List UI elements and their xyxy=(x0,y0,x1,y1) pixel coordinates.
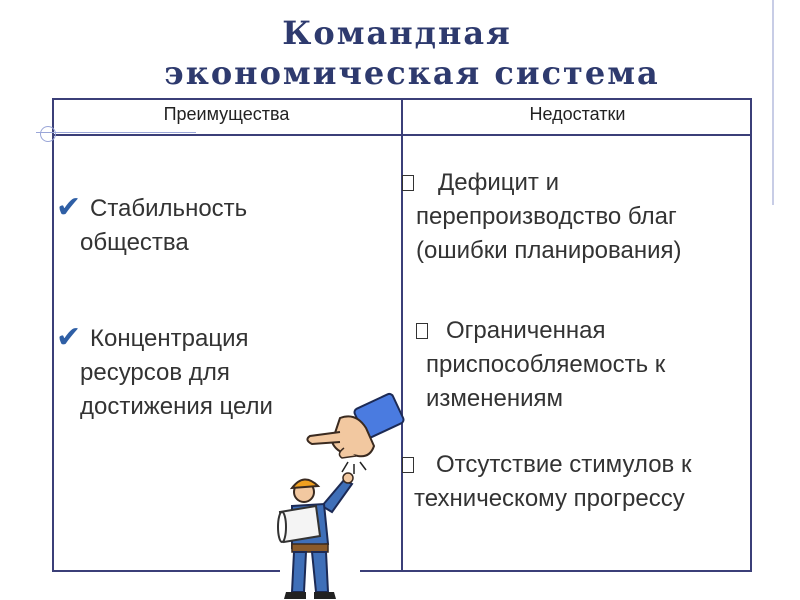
advantage-item: Стабильность общества xyxy=(80,195,248,256)
disadvantage-item: Дефицит и перепроизводство благ (ошибки планирования) xyxy=(416,169,682,264)
slide-title-line2: экономическая система xyxy=(164,54,660,92)
slide-decoration-line xyxy=(36,132,196,133)
slide-title-line1: Командная xyxy=(282,14,512,52)
pointing-hand-worker-clipart xyxy=(270,388,420,600)
disadvantage-item: Ограниченная приспособляемость к изменениям xyxy=(426,317,666,412)
slide-decoration-circle xyxy=(40,126,56,142)
disadvantage-item: Отсутствие стимулов к техническому прогрессу xyxy=(414,451,692,512)
check-mark-icon: ✔ xyxy=(56,320,82,355)
check-mark-icon: ✔ xyxy=(56,190,82,225)
advantage-item: Концентрация ресурсов для достижения цели xyxy=(80,325,273,420)
table-header-divider xyxy=(52,134,752,136)
header-disadvantages: Недостатки xyxy=(529,104,626,124)
pointing-hand-icon xyxy=(307,393,404,474)
header-advantages: Преимущества xyxy=(163,104,290,124)
